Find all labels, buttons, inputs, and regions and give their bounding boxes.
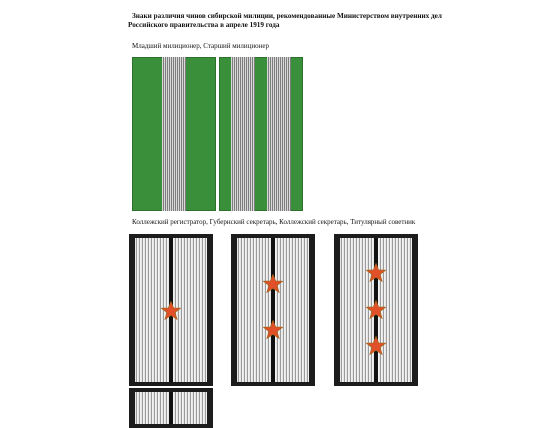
star-icon [366, 263, 386, 283]
strap-junior-militiaman [132, 57, 216, 211]
galloon-stripe [231, 57, 255, 211]
strap-senior-militiaman [219, 57, 303, 211]
strap-titular-councillor [129, 388, 213, 428]
galloon-stripe [267, 57, 291, 211]
strap-lumen [169, 392, 173, 424]
star-icon [161, 301, 181, 321]
strap-provincial-secretary [231, 234, 315, 386]
star-icon [263, 320, 283, 340]
strap-lumen [271, 238, 275, 382]
star-icon [366, 300, 386, 320]
star-icon [263, 274, 283, 294]
star-icon [366, 336, 386, 356]
galloon-stripe [162, 57, 186, 211]
caption-junior-senior-militiaman: Младший милиционер, Старший милиционер [132, 42, 269, 50]
document-title: Знаки различия чинов сибирской милиции, рекомендованные Министерством внутренних дел Российского правительства в апреле 1919 года [128, 12, 442, 29]
caption-officer-ranks: Коллежский регистратор, Губернский секретарь, Коллежский секретарь, Титулярный советник [132, 218, 416, 226]
